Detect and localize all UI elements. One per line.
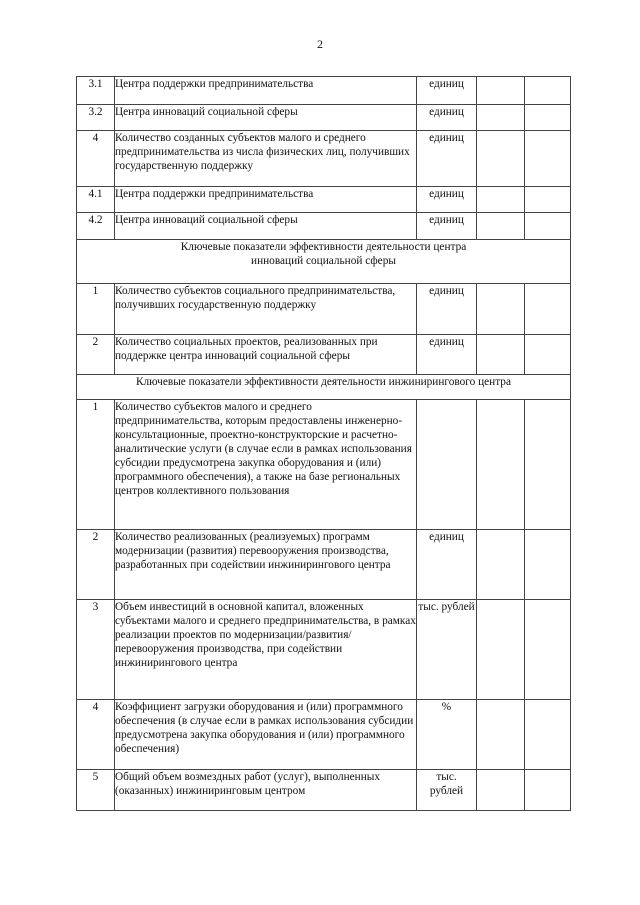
table-row [77,335,571,375]
row-unit: единиц [417,530,477,600]
row-unit: единиц [417,284,477,335]
table-row [77,600,571,700]
row-text: Количество социальных проектов, реализованных при поддержке центра инноваций социальной сферы [115,335,417,375]
row-number: 4 [77,131,115,187]
row-number: 1 [77,400,115,530]
row-text: Количество субъектов социального предпринимательства, получивших государственную поддержку [115,284,417,335]
value-cell [477,600,525,700]
row-number: 2 [77,335,115,375]
table-row [77,213,571,240]
table-row [77,530,571,600]
row-text: Центра инноваций социальной сферы [115,213,417,240]
row-number: 4.1 [77,187,115,213]
value-cell [525,600,571,700]
value-cell [525,700,571,770]
row-text: Общий объем возмездных работ (услуг), выполненных (оказанных) инжиниринговым центром [115,770,417,811]
value-cell [525,770,571,811]
value-cell [477,700,525,770]
table-row [77,187,571,213]
row-text: Количество субъектов малого и среднего предпринимательства, которым предоставлены инженерно-консультационные, проектно-конструкторские и расчетно-аналитические услуги (в случае если в рамках использования субсидии предусмотрена закупка оборудования и (или) программного обеспечения), а также на базе региональных центров коллективного пользования [115,400,417,530]
value-cell [477,530,525,600]
value-cell [525,105,571,131]
row-text: Количество реализованных (реализуемых) программ модернизации (развития) перевооружения производства, разработанных при содействии инжинирингового центра [115,530,417,600]
value-cell [525,400,571,530]
value-cell [525,335,571,375]
row-text: Центра поддержки предпринимательства [115,77,417,105]
value-cell [477,284,525,335]
row-unit: тыс. рублей [417,600,477,700]
row-number: 5 [77,770,115,811]
row-number: 2 [77,530,115,600]
table-row [77,284,571,335]
row-unit: единиц [417,187,477,213]
table-row [77,105,571,131]
section-header-row [77,375,571,400]
row-number: 1 [77,284,115,335]
row-text: Коэффициент загрузки оборудования и (или) программного обеспечения (в случае если в рамках использования субсидии предусмотрена закупка оборудования и (или) программного обеспечения) [115,700,417,770]
row-number: 3.2 [77,105,115,131]
value-cell [477,213,525,240]
row-text: Центра инноваций социальной сферы [115,105,417,131]
row-unit: единиц [417,335,477,375]
table-row [77,770,571,811]
row-text: Центра поддержки предпринимательства [115,187,417,213]
value-cell [477,770,525,811]
table-row [77,131,571,187]
row-number: 4 [77,700,115,770]
indicators-table [76,76,571,811]
section-title: Ключевые показатели эффективности деятельности центра инноваций социальной сферы [180,241,467,267]
row-unit: единиц [417,105,477,131]
value-cell [477,77,525,105]
row-text: Количество созданных субъектов малого и среднего предпринимательства из числа физических лиц, получивших государственную поддержку [115,131,417,187]
row-unit: единиц [417,131,477,187]
row-unit: единиц [417,77,477,105]
value-cell [477,400,525,530]
value-cell [525,187,571,213]
row-number: 3.1 [77,77,115,105]
row-unit: % [417,700,477,770]
value-cell [477,105,525,131]
value-cell [525,530,571,600]
section-header-social [77,240,571,284]
value-cell [477,131,525,187]
section-header-engineering: Ключевые показатели эффективности деятельности инжинирингового центра [77,375,571,400]
table-row [77,400,571,530]
row-text: Объем инвестиций в основной капитал, вложенных субъектами малого и среднего предпринимательства, в рамках реализации проектов по модернизации/развития/перевооружения производства, при содействии инжинирингового центра [115,600,417,700]
row-number: 3 [77,600,115,700]
value-cell [477,187,525,213]
value-cell [525,77,571,105]
table-row [77,700,571,770]
row-number: 4.2 [77,213,115,240]
row-unit: тыс. рублей [417,770,477,811]
value-cell [477,335,525,375]
value-cell [525,213,571,240]
page-number: 2 [317,37,323,51]
value-cell [525,131,571,187]
value-cell [525,284,571,335]
row-unit [417,400,477,530]
section-header-row [77,240,571,284]
table-row [77,77,571,105]
row-unit: единиц [417,213,477,240]
